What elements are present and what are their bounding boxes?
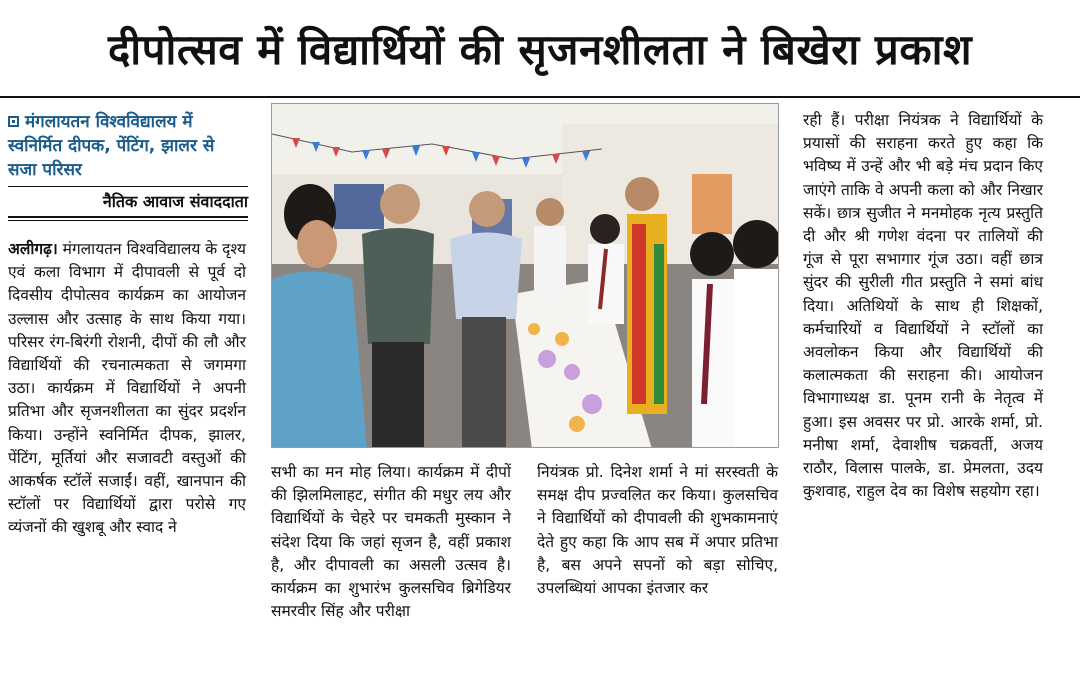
byline-rule-thin <box>8 220 248 221</box>
article-column-1 <box>8 238 246 678</box>
column-2-text: सभी का मन मोह लिया। कार्यक्रम में दीपों की झिलमिलाहट, संगीत की मधुर लय और विद्यार्थियों के चेहरे पर चमकती मुस्कान ने संदेश दिया कि जहां सृजन है, वहीं प्रकाश है, और दीपावली का असली उत्सव है।कार्यक्रम का शुभारंभ कुलसचिव ब्रिगेडियर समरवीर सिंह और परीक्षा <box>271 463 511 621</box>
byline-rule <box>8 216 248 218</box>
byline: नैतिक आवाज संवाददाता <box>102 192 248 211</box>
subhead-text: मंगलायतन विश्वविद्यालय में स्वनिर्मित दीपक, पेंटिंग, झालर से सजा परिसर <box>8 112 215 180</box>
headline-rule <box>0 96 1080 98</box>
subhead-rule <box>8 186 248 187</box>
dateline: अलीगढ़। <box>8 240 58 258</box>
article-column-3 <box>537 461 778 676</box>
article-column-4 <box>803 109 1043 679</box>
column-1-text: मंगलायतन विश्वविद्यालय के दृश्य एवं कला विभाग में दीपावली से पूर्व दो दिवसीय दीपोत्सव कार्यक्रम का आयोजन उल्लास और उत्साह के साथ किया गया। परिसर रंग-बिरंगी रोशनी, दीपों की लौ और विद्यार्थियों की रचनात्मकता से जगमगा उठा। कार्यक्रम में विद्यार्थियों ने अपनी प्रतिभा और सृजनशीलता का सुंदर प्रदर्शन किया। उन्होंने स्वनिर्मित दीपक, झालर, पेंटिंग, मूर्तियां और सजावटी वस्तुओं की आकर्षक स्टॉलें सजाईं। वहीं, खानपान की स्टॉलों पर विद्यार्थियों द्वारा परोसे गए व्यंजनों की खुशबू और स्वाद ने <box>8 240 246 537</box>
article-column-2 <box>271 461 511 676</box>
column-4-text: रही हैं। परीक्षा नियंत्रक ने विद्यार्थियों के प्रयासों की सराहना करते हुए कहा कि भविष्य में उन्हें और भी बड़े मंच प्रदान किए जाएंगे ताकि वे अपनी कला को और निखार सकें। छात्र सुजीत ने मनमोहक नृत्य प्रस्तुति दी और श्री गणेश वंदना पर तालियों की गूंज से पूरा सभागार गूंज उठा। वहीं छात्र सुंदर की सुरीली गीत प्रस्तुति ने समां बांध दिया। अतिथियों के साथ ही शिक्षकों, कर्मचारियों व विद्यार्थियों ने स्टॉलों का अवलोकन किया और विद्यार्थियों की कलात्मकता की सराहना की। आयोजन विभागाध्यक्ष डा. पूनम रानी के नेतृत्व में हुआ। इस अवसर पर प्रो. आरके शर्मा, प्रो. मनीषा शर्मा, देवाशीष चक्रवर्ती, अजय राठौर, विलास पालके, डा. प्रेमलता, उदय कुशवाह, राहुल देव का विशेष सहयोग रहा। <box>803 111 1043 501</box>
headline: दीपोत्सव में विद्यार्थियों की सृजनशीलता ने बिखेरा प्रकाश <box>107 24 973 74</box>
subhead <box>8 110 248 182</box>
event-photo <box>271 103 779 448</box>
square-bullet-icon <box>8 116 19 127</box>
column-3-text: नियंत्रक प्रो. दिनेश शर्मा ने मां सरस्वती के समक्ष दीप प्रज्वलित कर किया। कुलसचिव ने विद्यार्थियों को दीपावली की शुभकामनाएं देते हुए कहा कि आप सब में अपार प्रतिभा है, बस अपने सपनों को बड़ा सोचिए, उपलब्धियां आपका इंतजार कर <box>537 463 778 598</box>
